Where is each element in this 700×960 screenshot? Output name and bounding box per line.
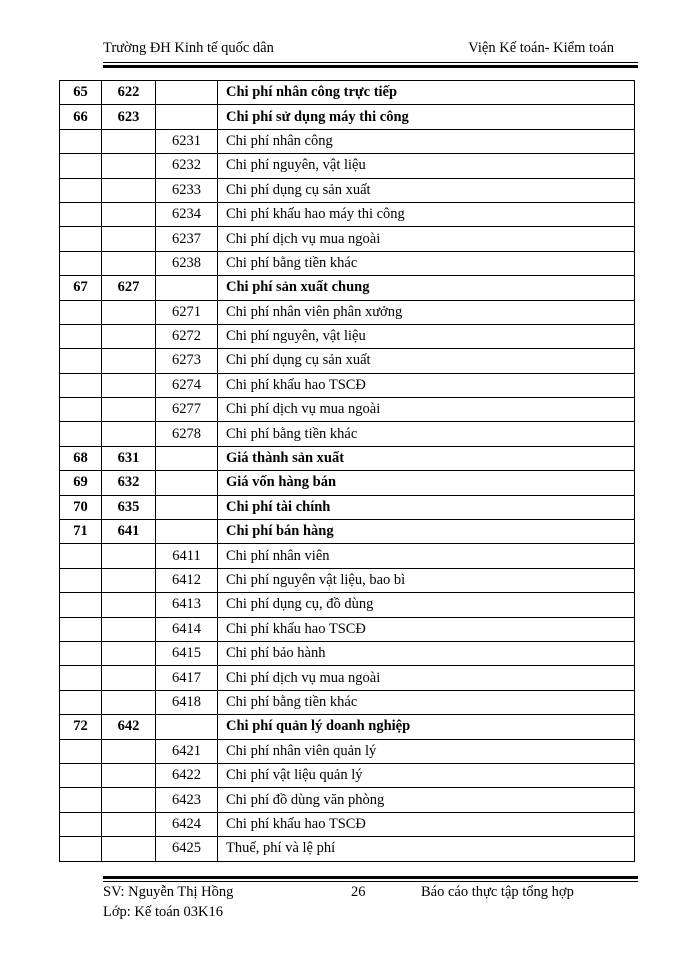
account-code [102,300,156,324]
table-row [60,788,635,812]
table-row [60,251,635,275]
account-name: Chi phí bán hàng [218,520,635,544]
table-row [60,617,635,641]
row-number [60,568,102,592]
account-name: Chi phí dụng cụ sản xuất [218,349,635,373]
table-row [60,373,635,397]
table-row [60,300,635,324]
account-name: Chi phí bằng tiền khác [218,251,635,275]
table-row [60,81,635,105]
sub-account-code [156,446,218,470]
footer-rule-thick [103,876,638,879]
row-number [60,349,102,373]
table-row [60,544,635,568]
account-name: Chi phí dịch vụ mua ngoài [218,398,635,422]
account-name: Chi phí khấu hao máy thi công [218,202,635,226]
account-name: Chi phí nguyên vật liệu, bao bì [218,568,635,592]
sub-account-code: 6238 [156,251,218,275]
row-number [60,373,102,397]
account-name: Chi phí vật liệu quản lý [218,763,635,787]
table-row [60,568,635,592]
table-row [60,495,635,519]
table-row [60,715,635,739]
table-row [60,422,635,446]
account-name: Chi phí bảo hành [218,641,635,665]
account-name: Chi phí khấu hao TSCĐ [218,617,635,641]
account-name: Chi phí sử dụng máy thi công [218,105,635,129]
sub-account-code: 6421 [156,739,218,763]
university-name: Trường ĐH Kinh tế quốc dân [103,40,274,56]
sub-account-code: 6233 [156,178,218,202]
account-name: Chi phí quản lý doanh nghiệp [218,715,635,739]
account-code [102,641,156,665]
sub-account-code [156,471,218,495]
sub-account-code: 6425 [156,837,218,861]
row-number [60,251,102,275]
report-title: Báo cáo thực tập tổng hợp [421,884,574,900]
row-number: 67 [60,276,102,300]
account-code [102,324,156,348]
row-number [60,788,102,812]
account-code [102,617,156,641]
row-number: 65 [60,81,102,105]
table-row [60,690,635,714]
sub-account-code: 6271 [156,300,218,324]
sub-account-code: 6414 [156,617,218,641]
account-code [102,349,156,373]
row-number [60,763,102,787]
row-number [60,422,102,446]
sub-account-code [156,105,218,129]
row-number: 70 [60,495,102,519]
sub-account-code: 6231 [156,129,218,153]
row-number [60,544,102,568]
table-row [60,763,635,787]
account-code [102,568,156,592]
table-row [60,666,635,690]
account-name: Chi phí nhân viên quản lý [218,739,635,763]
sub-account-code: 6274 [156,373,218,397]
sub-account-code: 6413 [156,593,218,617]
table-row [60,276,635,300]
row-number [60,178,102,202]
table-row [60,398,635,422]
row-number [60,593,102,617]
account-name: Chi phí nhân công [218,129,635,153]
table-row [60,446,635,470]
account-code [102,739,156,763]
sub-account-code: 6417 [156,666,218,690]
account-code [102,129,156,153]
account-code [102,422,156,446]
row-number [60,641,102,665]
sub-account-code: 6418 [156,690,218,714]
row-number: 71 [60,520,102,544]
account-name: Chi phí nguyên, vật liệu [218,154,635,178]
row-number: 66 [60,105,102,129]
sub-account-code [156,520,218,544]
account-code [102,227,156,251]
table-row [60,129,635,153]
row-number [60,812,102,836]
table-row [60,202,635,226]
sub-account-code [156,276,218,300]
account-code [102,154,156,178]
sub-account-code: 6234 [156,202,218,226]
row-number [60,690,102,714]
header-rule-thick [103,65,638,68]
account-name: Chi phí dịch vụ mua ngoài [218,227,635,251]
table-row [60,178,635,202]
account-code [102,763,156,787]
table-row [60,739,635,763]
row-number [60,398,102,422]
account-code [102,690,156,714]
sub-account-code: 6412 [156,568,218,592]
sub-account-code: 6278 [156,422,218,446]
account-code [102,178,156,202]
sub-account-code: 6415 [156,641,218,665]
row-number: 68 [60,446,102,470]
sub-account-code: 6232 [156,154,218,178]
row-number [60,666,102,690]
account-name: Chi phí bằng tiền khác [218,422,635,446]
sub-account-code: 6272 [156,324,218,348]
account-name: Chi phí nhân viên phân xưởng [218,300,635,324]
account-name: Chi phí khấu hao TSCĐ [218,812,635,836]
row-number [60,617,102,641]
account-name: Chi phí khấu hao TSCĐ [218,373,635,397]
sub-account-code: 6423 [156,788,218,812]
sub-account-code: 6237 [156,227,218,251]
sub-account-code: 6277 [156,398,218,422]
account-code: 623 [102,105,156,129]
sub-account-code: 6273 [156,349,218,373]
table-row [60,227,635,251]
account-code [102,812,156,836]
row-number: 69 [60,471,102,495]
account-code [102,666,156,690]
account-name: Giá vốn hàng bán [218,471,635,495]
row-number [60,739,102,763]
row-number [60,324,102,348]
row-number [60,129,102,153]
account-name: Chi phí tài chính [218,495,635,519]
account-table-body [60,81,635,862]
row-number [60,202,102,226]
row-number [60,227,102,251]
table-row [60,154,635,178]
row-number [60,300,102,324]
account-name: Chi phí nhân công trực tiếp [218,81,635,105]
page-number: 26 [351,884,366,900]
row-number [60,837,102,861]
account-code: 642 [102,715,156,739]
sub-account-code: 6411 [156,544,218,568]
page-header [103,40,638,62]
account-code [102,251,156,275]
account-name: Chi phí đồ dùng văn phòng [218,788,635,812]
account-name: Chi phí dịch vụ mua ngoài [218,666,635,690]
account-code [102,788,156,812]
account-code [102,837,156,861]
account-name: Chi phí bằng tiền khác [218,690,635,714]
account-name: Chi phí dụng cụ sản xuất [218,178,635,202]
account-name: Chi phí nhân viên [218,544,635,568]
table-row [60,349,635,373]
account-code: 641 [102,520,156,544]
sub-account-code [156,81,218,105]
header-rule-thin [103,62,638,63]
row-number [60,154,102,178]
table-row [60,471,635,495]
account-code: 631 [102,446,156,470]
table-row [60,812,635,836]
account-code: 622 [102,81,156,105]
account-code [102,544,156,568]
account-name: Chi phí sản xuất chung [218,276,635,300]
account-code [102,593,156,617]
table-row [60,593,635,617]
sub-account-code [156,495,218,519]
account-code: 632 [102,471,156,495]
account-code [102,373,156,397]
table-row [60,837,635,861]
sub-account-code: 6424 [156,812,218,836]
account-name: Chi phí nguyên, vật liệu [218,324,635,348]
row-number: 72 [60,715,102,739]
student-name: SV: Nguyễn Thị Hồng [103,884,234,900]
account-name: Thuế, phí và lệ phí [218,837,635,861]
table-row [60,641,635,665]
account-name: Chi phí dụng cụ, đồ dùng [218,593,635,617]
account-code [102,398,156,422]
table-row [60,105,635,129]
account-code: 635 [102,495,156,519]
account-name: Giá thành sản xuất [218,446,635,470]
table-row [60,520,635,544]
class-name: Lớp: Kế toán 03K16 [103,904,224,920]
sub-account-code: 6422 [156,763,218,787]
footer-rule-thin [103,881,638,882]
institute-name: Viện Kế toán- Kiểm toán [468,40,614,56]
sub-account-code [156,715,218,739]
account-table [59,80,635,862]
table-row [60,324,635,348]
account-code: 627 [102,276,156,300]
account-code [102,202,156,226]
